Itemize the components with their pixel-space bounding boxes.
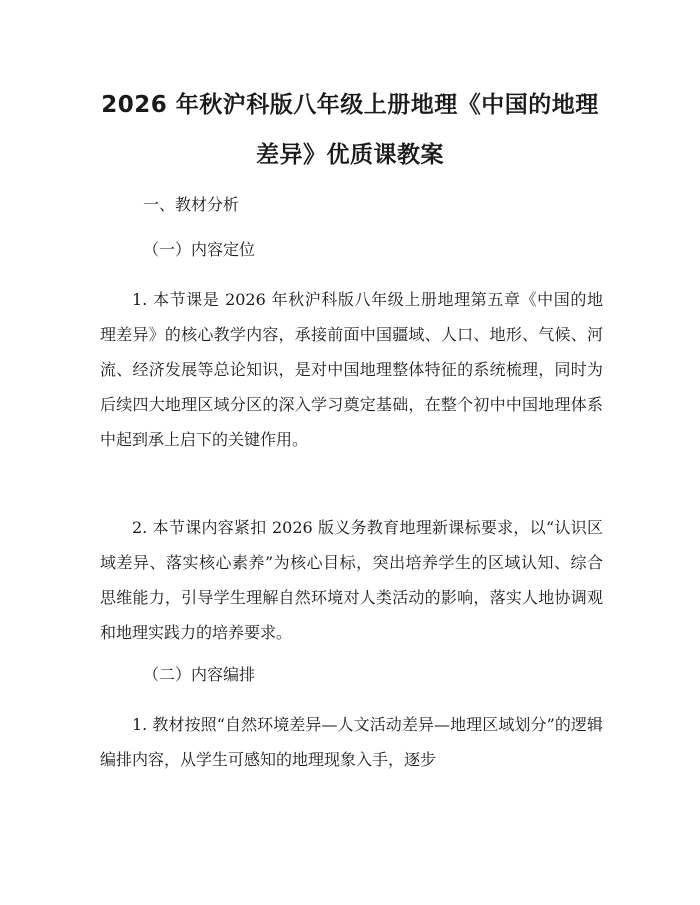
section-heading: 一、教材分析	[143, 195, 240, 214]
subsection-heading: （二）内容编排	[143, 665, 256, 684]
paragraph: 2. 本节课内容紧扣 2026 版义务教育地理新课标要求，以“认识区域差异、落实核心素养”为核心目标，突出培养学生的区域认知、综合思维能力，引导学生理解自然环境对人类活动的影响，落实人地协调观和地理实践力的培养要求。	[100, 518, 603, 642]
document-title: 2026 年秋沪科版八年级上册地理《中国的地理差异》优质课教案	[101, 92, 599, 168]
paragraph: 1. 本节课是 2026 年秋沪科版八年级上册地理第五章《中国的地理差异》的核心教学内容，承接前面中国疆域、人口、地形、气候、河流、经济发展等总论知识，是对中国地理整体特征的系统梳理，同时为后续四大地理区域分区的深入学习奠定基础，在整个初中中国地理体系中起到承上启下的关键作用。	[100, 290, 603, 449]
paragraph: 1. 教材按照“自然环境差异—人文活动差异—地理区域划分”的逻辑编排内容，从学生可感知的地理现象入手，逐步	[100, 715, 603, 769]
subsection-heading: （一）内容定位	[143, 240, 256, 259]
